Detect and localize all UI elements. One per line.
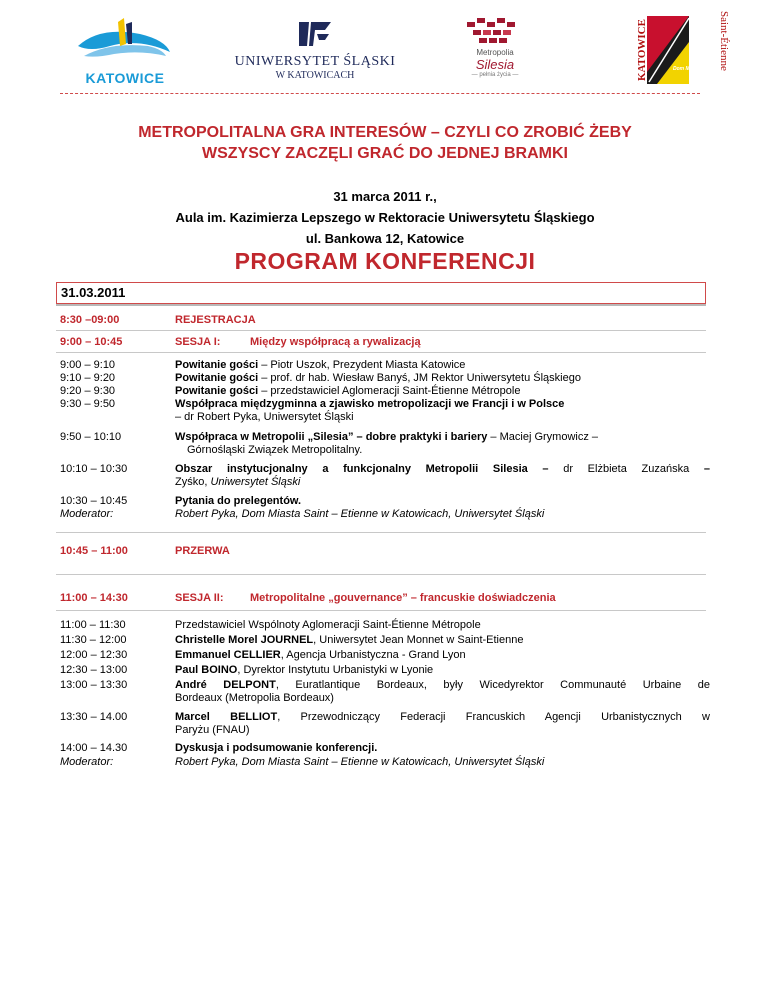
break-label: PRZERWA <box>175 545 230 557</box>
separator <box>56 574 706 575</box>
conference-info <box>80 186 690 249</box>
session2-heading <box>175 592 710 605</box>
item-rest-2: Zyśko, <box>175 476 211 488</box>
separator <box>56 610 706 611</box>
item-time: 9:30 – 9:50 <box>60 398 116 410</box>
moderator-label: Moderator: <box>60 508 114 520</box>
uniwersytet-slaski-logo <box>230 14 400 90</box>
item-rest: , Agencja Urbanistyczna - Grand Lyon <box>280 649 466 661</box>
item-time: 13:00 – 13:30 <box>60 679 128 691</box>
katowice-emblem-icon <box>70 16 180 66</box>
item-bold: Paul BOINO <box>175 664 238 676</box>
item-time: 10:30 – 10:45 <box>60 495 128 507</box>
item-rest: , Uniwersytet Jean Monnet w Saint-Etienne <box>313 634 524 646</box>
metro-top: Metropolia <box>476 48 514 57</box>
item-italic: Uniwersytet Śląski <box>210 476 301 488</box>
item-desc <box>175 634 710 647</box>
katowice-saint-etienne-logo <box>635 11 730 88</box>
item-desc: Dyskusja i podsumowanie konferencji. <box>175 742 378 754</box>
item-rest: – prof. dr hab. Wiesław Banyś, JM Rektor Uniwersytetu Śląskiego <box>258 372 581 384</box>
item-bold-2: – <box>703 463 710 475</box>
metro-sub: — pełnia życia — <box>471 72 519 78</box>
item-bold: Powitanie gości <box>175 372 259 384</box>
info-address: ul. Bankowa 12, Katowice <box>305 231 465 246</box>
metro-name: Silesia <box>475 57 515 72</box>
item-rest: – przedstawiciel Aglomeracji Saint-Étienne Métropole <box>258 385 521 397</box>
item-bold: Emmanuel CELLIER <box>175 649 281 661</box>
conference-title <box>90 122 680 164</box>
item-time: 11:00 – 11:30 <box>60 619 126 631</box>
session1-heading <box>175 336 710 349</box>
item-rest: , Przewodniczący Federacji Francuskich Agencji Urbanistycznych w <box>277 711 710 723</box>
item-time: 12:30 – 13:00 <box>60 664 128 676</box>
item-rest: – dr Robert Pyka, Uniwersytet Śląski <box>175 411 354 423</box>
item-desc <box>175 359 710 372</box>
katowice-logo <box>70 16 180 88</box>
item-time: 9:10 – 9:20 <box>60 372 116 384</box>
item-desc: Pytania do prelegentów. <box>175 495 302 507</box>
moderator-name: Robert Pyka, Dom Miasta Saint – Etienne w Katowicach, Uniwersytet Śląski <box>175 508 545 520</box>
date-divider <box>56 304 706 306</box>
item-bold: Marcel BELLIOT <box>175 711 278 723</box>
item-desc <box>175 398 710 424</box>
date-box <box>56 282 706 304</box>
item-desc <box>175 463 710 489</box>
item-bold: Christelle Morel JOURNEL <box>175 634 314 646</box>
info-venue: Aula im. Kazimierza Lepszego w Rektoracie Uniwersytetu Śląskiego <box>175 210 595 225</box>
item-rest-2: Górnośląski Związek Metropolitalny. <box>187 444 363 456</box>
item-desc <box>175 711 710 737</box>
item-time: 9:50 – 10:10 <box>60 431 122 443</box>
item-rest: dr Elżbieta Zuzańska <box>548 463 704 475</box>
moderator-name: Robert Pyka, Dom Miasta Saint – Etienne w Katowicach, Uniwersytet Śląski <box>175 756 545 768</box>
us-emblem-icon <box>295 18 335 50</box>
session1-time: 9:00 – 10:45 <box>60 336 123 348</box>
katowice-logo-text: KATOWICE <box>85 70 165 86</box>
ks-right-text: Saint-Étienne <box>718 11 730 71</box>
moderator-label: Moderator: <box>60 756 114 768</box>
header-divider <box>60 93 700 94</box>
item-time: 11:30 – 12:00 <box>60 634 127 646</box>
item-bold: Powitanie gości <box>175 359 259 371</box>
item-time: 9:00 – 9:10 <box>60 359 116 371</box>
item-desc <box>175 431 710 457</box>
session2-label: SESJA II: <box>175 592 224 604</box>
session1-title: Między współpracą a rywalizacją <box>250 336 421 348</box>
item-desc <box>175 664 710 677</box>
metropolia-silesia-logo <box>455 14 535 90</box>
item-desc <box>175 679 710 705</box>
registration-time: 8:30 –09:00 <box>60 314 120 326</box>
item-time: 9:20 – 9:30 <box>60 385 116 397</box>
item-desc <box>175 372 710 385</box>
separator <box>56 352 706 353</box>
metropolia-blocks-icon <box>465 18 525 48</box>
item-rest: – Maciej Grymowicz – <box>487 431 599 443</box>
ks-dm-text: Dom Maison <box>673 66 703 72</box>
item-time: 12:00 – 12:30 <box>60 649 128 661</box>
item-bold: André DELPONT <box>175 679 276 691</box>
date-box-text: 31.03.2011 <box>61 285 126 300</box>
item-time: 14:00 – 14.30 <box>60 742 128 754</box>
item-rest: , Dyrektor Instytutu Urbanistyki w Lyonie <box>237 664 434 676</box>
item-bold: Powitanie gości <box>175 385 259 397</box>
item-bold: Obszar instytucjonalny a funkcjonalny Metropolii Silesia – <box>175 463 549 475</box>
session2-time: 11:00 – 14:30 <box>60 592 128 604</box>
item-desc <box>175 385 710 398</box>
title-line-1: METROPOLITALNA GRA INTERESÓW – CZYLI CO ZROBIĆ ŻEBY <box>138 124 632 141</box>
session2-title: Metropolitalne „gouvernance” – francuskie doświadczenia <box>250 592 556 604</box>
break-time: 10:45 – 11:00 <box>60 545 128 557</box>
us-name: UNIWERSYTET ŚLĄSKI <box>234 54 396 69</box>
item-desc <box>175 649 710 662</box>
item-time: 13:30 – 14.00 <box>60 711 128 723</box>
title-line-2: WSZYSCY ZACZĘLI GRAĆ DO JEDNEJ BRAMKI <box>202 145 568 162</box>
logo-strip <box>60 10 730 90</box>
info-date: 31 marca 2011 r., <box>333 189 437 204</box>
registration-label: REJESTRACJA <box>175 314 256 326</box>
separator <box>56 532 706 533</box>
item-rest-2: Bordeaux (Metropolia Bordeaux) <box>175 692 334 704</box>
program-heading: PROGRAM KONFERENCJI <box>234 248 536 274</box>
item-rest-2: Paryżu (FNAU) <box>175 724 250 736</box>
session1-label: SESJA I: <box>175 336 221 348</box>
us-sub: W KATOWICACH <box>275 70 355 81</box>
item-rest: , Euratlantique Bordeaux, były Wicedyrektor Communauté Urbaine de <box>275 679 710 691</box>
item-time: 10:10 – 10:30 <box>60 463 128 475</box>
separator <box>56 330 706 331</box>
item-desc: Przedstawiciel Wspólnoty Aglomeracji Saint-Étienne Métropole <box>175 619 481 631</box>
item-bold: Współpraca międzygminna a zjawisko metropolizacji we Francji i w Polsce <box>175 398 565 410</box>
ks-left-text: KATOWICE <box>636 19 648 81</box>
item-bold: Współpraca w Metropolii „Silesia” – dobre praktyki i bariery <box>175 431 488 443</box>
item-rest: – Piotr Uszok, Prezydent Miasta Katowice <box>258 359 466 371</box>
